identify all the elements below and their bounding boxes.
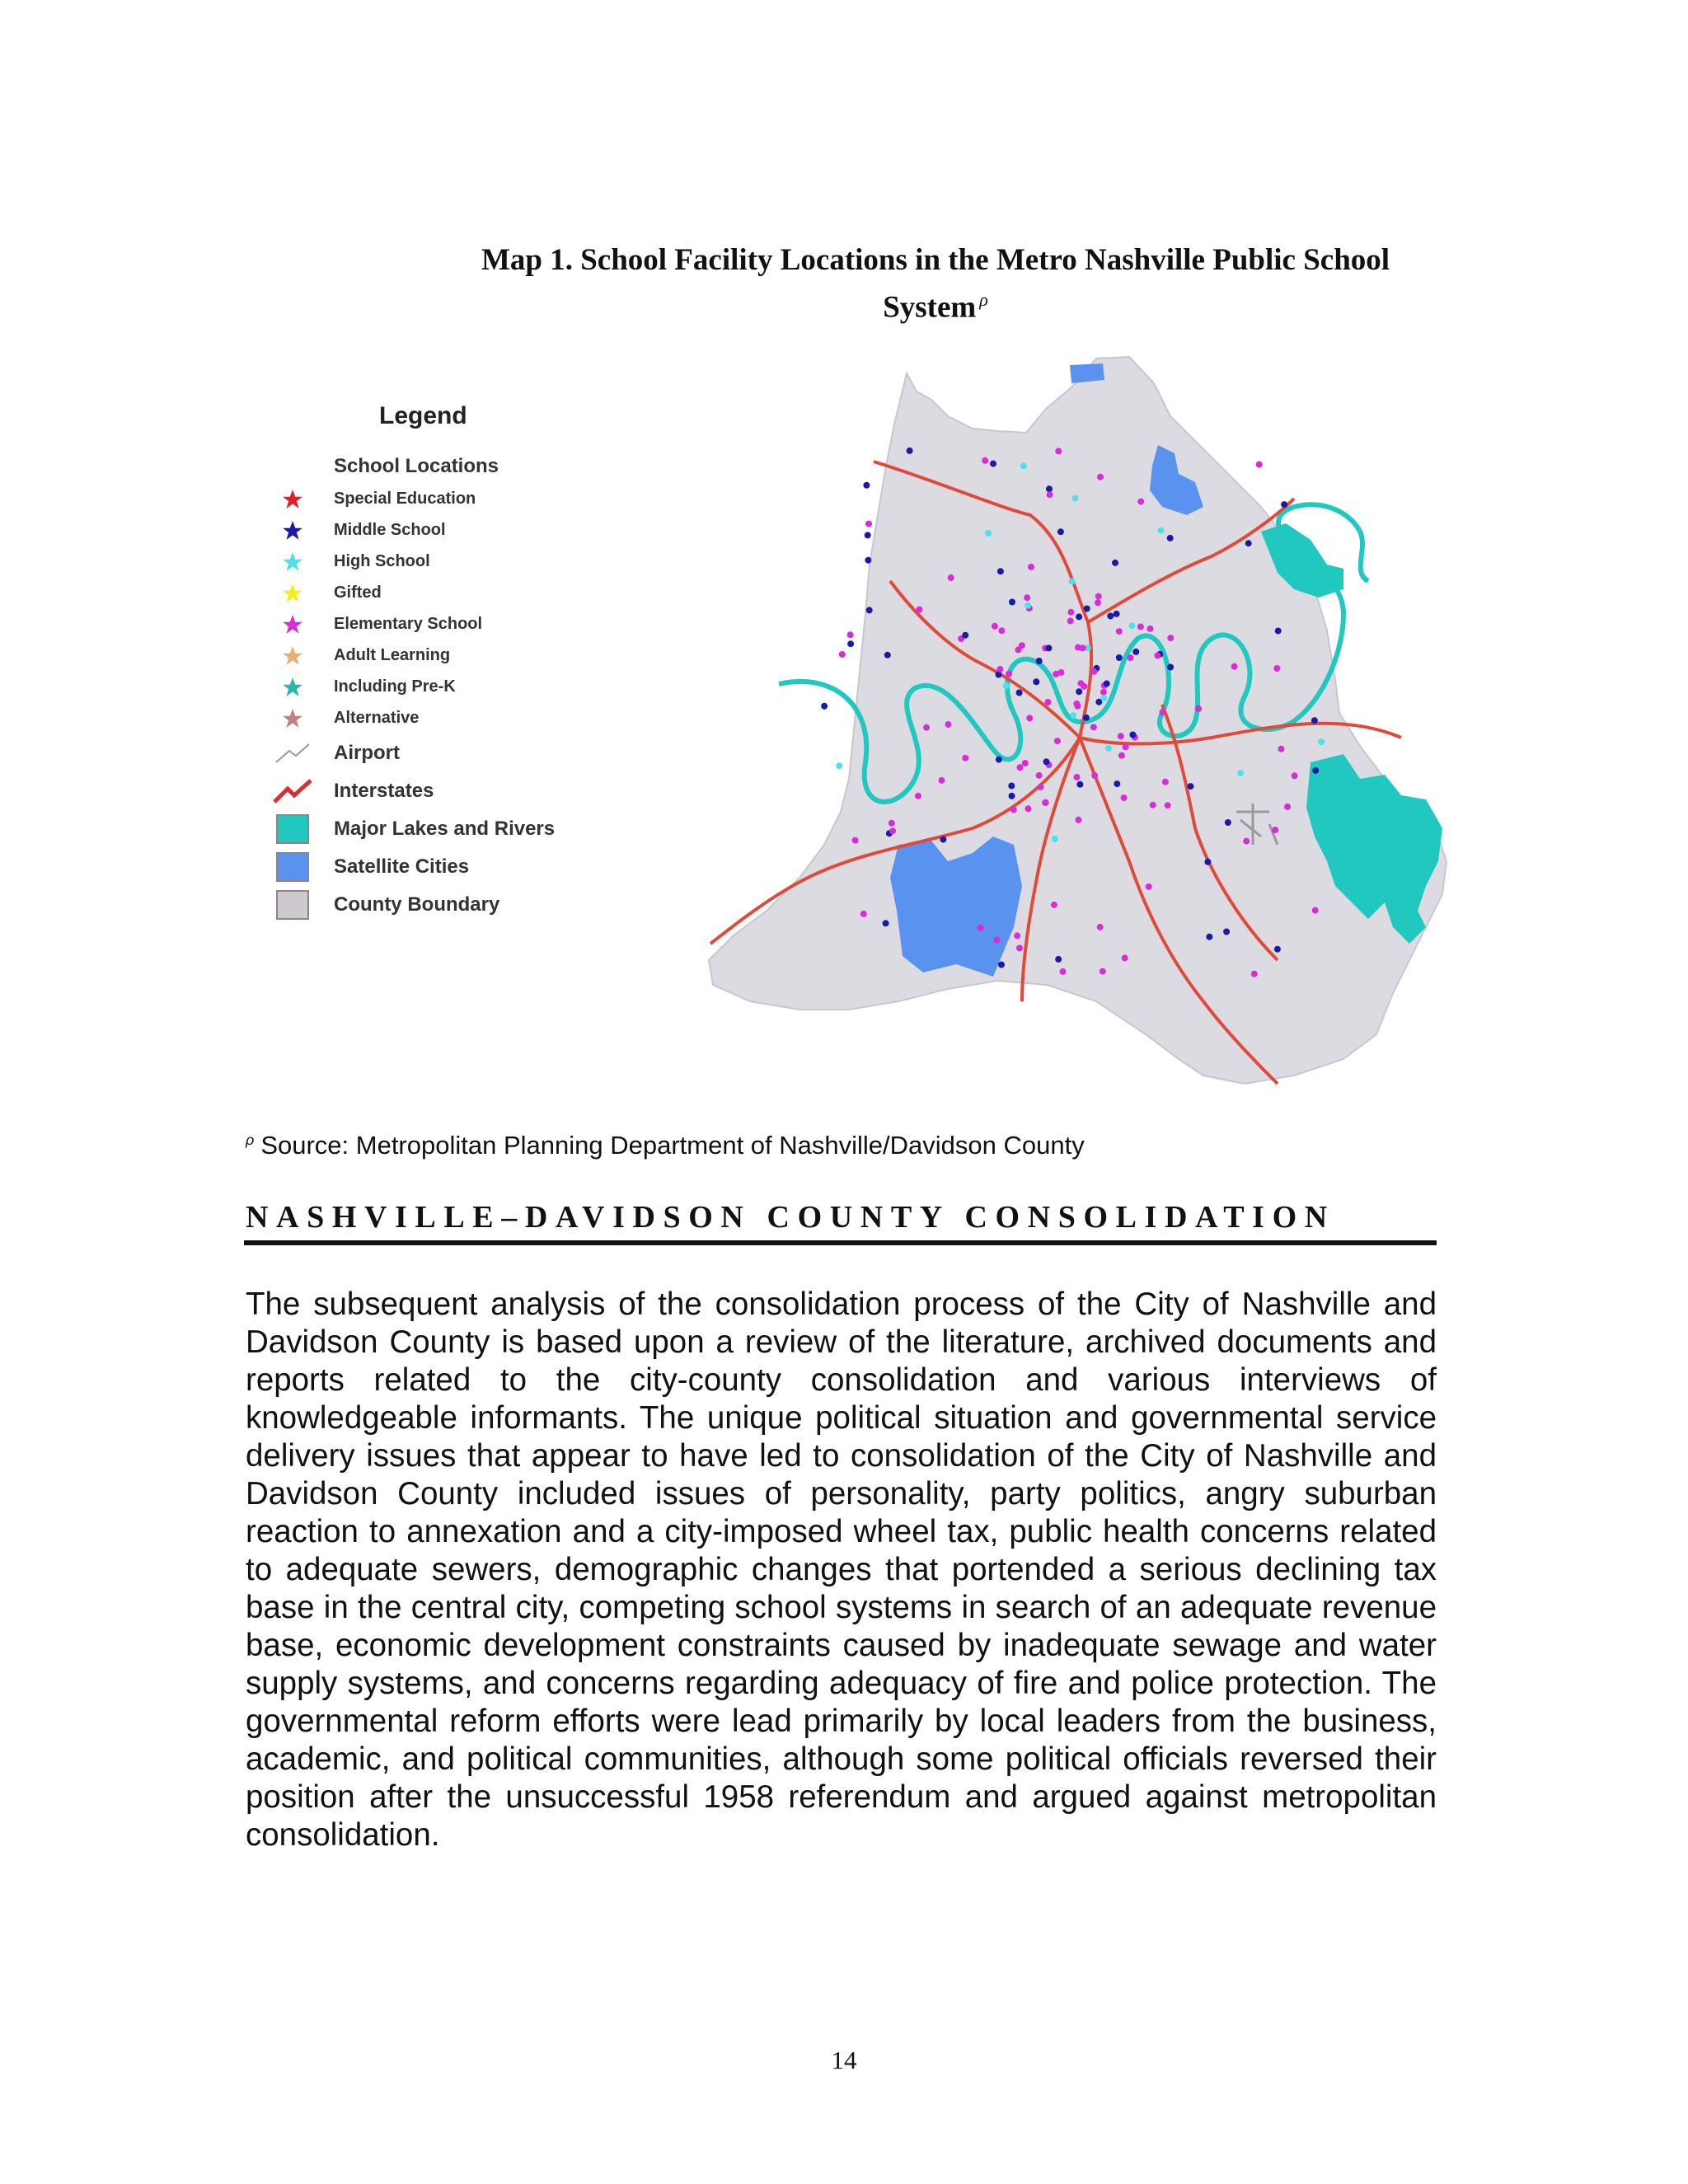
school-dot bbox=[847, 640, 854, 647]
map-figure bbox=[701, 350, 1459, 1092]
school-dot bbox=[1017, 764, 1024, 771]
school-dot bbox=[866, 607, 873, 613]
map-title-footnote-marker: ρ bbox=[979, 289, 988, 310]
school-dot bbox=[1016, 690, 1023, 696]
legend-item bbox=[264, 485, 610, 514]
school-dot bbox=[1090, 668, 1097, 675]
school-dot bbox=[1107, 613, 1114, 620]
map-title bbox=[445, 241, 1426, 327]
star-icon bbox=[272, 485, 313, 514]
school-dot bbox=[1273, 665, 1280, 672]
school-dot bbox=[1003, 682, 1010, 689]
school-dot bbox=[1009, 793, 1015, 799]
star-icon bbox=[272, 610, 313, 640]
school-dot bbox=[1090, 724, 1097, 730]
legend-item bbox=[264, 641, 610, 671]
section-heading: NASHVILLE–DAVIDSON COUNTY CONSOLIDATION bbox=[246, 1200, 1335, 1235]
nashville-county-map bbox=[701, 350, 1459, 1092]
school-dot bbox=[1019, 642, 1025, 649]
school-dot bbox=[1100, 695, 1107, 701]
school-dot bbox=[1150, 802, 1156, 808]
school-dot bbox=[1055, 956, 1062, 963]
legend-item-label: Elementary School bbox=[334, 615, 483, 633]
school-dot bbox=[1014, 932, 1020, 939]
school-dot bbox=[940, 837, 946, 843]
legend-item bbox=[264, 579, 610, 608]
school-dot bbox=[1022, 760, 1029, 766]
school-dot bbox=[1162, 779, 1169, 785]
school-dot bbox=[1195, 705, 1202, 712]
legend-swatch bbox=[272, 852, 313, 882]
school-dot bbox=[1080, 644, 1086, 651]
school-dot bbox=[1154, 653, 1160, 659]
legend-item bbox=[264, 610, 610, 640]
school-dot bbox=[1006, 671, 1012, 677]
school-dot bbox=[1074, 774, 1081, 780]
school-dot bbox=[1137, 624, 1144, 630]
school-dot bbox=[962, 632, 968, 639]
legend-item-label: Alternative bbox=[334, 709, 420, 727]
school-dot bbox=[945, 721, 952, 728]
school-dot bbox=[1223, 929, 1230, 935]
map-title-line2: System bbox=[883, 290, 977, 325]
school-dot bbox=[1114, 780, 1120, 787]
school-dot bbox=[1020, 462, 1027, 469]
school-dot bbox=[1165, 802, 1171, 808]
school-dot bbox=[1083, 715, 1090, 721]
school-dot bbox=[865, 521, 872, 527]
school-dot bbox=[1097, 924, 1104, 930]
star-icon bbox=[272, 516, 313, 546]
school-dot bbox=[998, 627, 1005, 634]
school-dot bbox=[907, 448, 913, 454]
legend-item-label: Interstates bbox=[334, 780, 434, 802]
star-icon bbox=[272, 673, 313, 702]
school-dot bbox=[1047, 491, 1053, 498]
school-dot bbox=[1116, 628, 1123, 635]
school-dot bbox=[1067, 609, 1074, 616]
school-dot bbox=[1057, 528, 1064, 535]
school-dot bbox=[997, 568, 1004, 574]
school-dot bbox=[992, 623, 998, 630]
school-dot bbox=[1055, 448, 1062, 454]
school-dot bbox=[1256, 462, 1263, 468]
school-dot bbox=[839, 651, 846, 658]
school-dot bbox=[1054, 738, 1061, 744]
school-dot bbox=[1084, 606, 1090, 612]
school-dot bbox=[1073, 701, 1080, 707]
school-dot bbox=[1225, 819, 1231, 826]
school-dot bbox=[1036, 772, 1043, 779]
school-dot bbox=[1025, 805, 1032, 812]
school-dot bbox=[1009, 599, 1015, 606]
school-dot bbox=[1137, 499, 1144, 505]
star-icon bbox=[272, 704, 313, 733]
school-dot bbox=[1028, 564, 1034, 570]
legend-item-label: Satellite Cities bbox=[334, 855, 470, 878]
school-dot bbox=[993, 936, 1000, 943]
school-dot bbox=[1070, 712, 1076, 719]
school-dot bbox=[1312, 767, 1319, 774]
school-dot bbox=[1147, 626, 1154, 632]
school-dot bbox=[1095, 593, 1102, 600]
school-dot bbox=[1278, 746, 1284, 752]
school-dot bbox=[1045, 699, 1052, 705]
school-dot bbox=[1318, 738, 1325, 745]
legend-item bbox=[264, 814, 610, 844]
school-dot bbox=[889, 820, 895, 827]
school-dot bbox=[1231, 663, 1238, 670]
school-dot bbox=[1121, 794, 1128, 801]
school-dot bbox=[948, 574, 954, 581]
school-dot bbox=[1100, 689, 1107, 696]
school-dot bbox=[1076, 817, 1082, 823]
satellite-city-north bbox=[1070, 363, 1104, 383]
school-dot bbox=[1097, 474, 1104, 480]
school-dot bbox=[883, 920, 889, 926]
school-dot bbox=[1118, 733, 1124, 739]
star-icon bbox=[272, 547, 313, 577]
school-dot bbox=[1284, 804, 1291, 810]
source-note bbox=[246, 1131, 1085, 1160]
school-dot bbox=[1095, 599, 1101, 606]
school-dot bbox=[1112, 560, 1118, 566]
school-dot bbox=[1105, 745, 1112, 752]
school-dot bbox=[1123, 743, 1129, 750]
school-dot bbox=[1129, 622, 1136, 629]
school-dot bbox=[889, 827, 896, 834]
school-dot bbox=[990, 461, 996, 467]
school-dot bbox=[982, 457, 988, 464]
school-dot bbox=[1129, 732, 1136, 738]
legend-item bbox=[264, 547, 610, 577]
airport-icon bbox=[272, 738, 313, 768]
legend-item bbox=[264, 673, 610, 702]
legend-item-label: Airport bbox=[334, 742, 400, 764]
legend-item bbox=[264, 776, 610, 806]
school-dot bbox=[1076, 688, 1082, 695]
school-dot bbox=[1046, 644, 1053, 651]
school-dot bbox=[1025, 602, 1031, 609]
school-dot bbox=[1274, 946, 1281, 953]
school-dot bbox=[985, 530, 992, 537]
legend-item bbox=[264, 890, 610, 920]
school-dot bbox=[1237, 770, 1244, 776]
legend-item-label: County Boundary bbox=[334, 893, 500, 916]
school-dot bbox=[1206, 934, 1212, 940]
school-dot bbox=[998, 962, 1005, 968]
school-dot bbox=[1100, 968, 1106, 975]
school-dot bbox=[1292, 772, 1298, 779]
school-dot bbox=[962, 755, 968, 762]
school-dot bbox=[1158, 527, 1165, 534]
legend-item-label: Gifted bbox=[334, 583, 382, 602]
interstate-icon bbox=[272, 776, 313, 806]
star-icon bbox=[272, 641, 313, 671]
school-dot bbox=[1167, 664, 1174, 671]
school-dot bbox=[1118, 752, 1125, 759]
legend-item-label: Major Lakes and Rivers bbox=[334, 818, 556, 840]
school-dot bbox=[1038, 784, 1044, 790]
school-dot bbox=[865, 532, 871, 538]
school-dot bbox=[847, 631, 854, 638]
school-dot bbox=[1024, 594, 1030, 601]
legend-item-label: High School bbox=[334, 552, 430, 570]
school-dot bbox=[1281, 501, 1287, 508]
school-dot bbox=[1167, 635, 1174, 641]
school-dot bbox=[1052, 836, 1058, 842]
school-dot bbox=[860, 911, 867, 917]
school-dot bbox=[1046, 485, 1053, 492]
legend-item-label: Middle School bbox=[334, 521, 446, 539]
school-dot bbox=[1104, 681, 1110, 687]
school-dot bbox=[1008, 783, 1015, 790]
legend-swatch bbox=[272, 890, 313, 920]
source-footnote-marker: ρ bbox=[246, 1131, 255, 1148]
school-dot bbox=[1076, 781, 1083, 788]
school-dot bbox=[1146, 883, 1152, 890]
source-text: Source: Metropolitan Planning Department of Nashville/Davidson County bbox=[260, 1131, 1085, 1160]
school-dot bbox=[1245, 540, 1252, 546]
school-dot bbox=[996, 666, 1003, 673]
heading-rule bbox=[244, 1240, 1437, 1245]
school-dot bbox=[836, 762, 842, 769]
school-dot bbox=[1122, 954, 1128, 961]
school-dot bbox=[923, 724, 930, 731]
legend-title: Legend bbox=[379, 402, 467, 429]
school-dot bbox=[939, 777, 945, 784]
school-dot bbox=[1132, 649, 1139, 655]
school-dot bbox=[1077, 680, 1084, 687]
school-dot bbox=[1167, 535, 1174, 541]
star-icon bbox=[272, 579, 313, 608]
school-dot bbox=[1010, 807, 1017, 813]
school-dot bbox=[1069, 578, 1076, 584]
school-dot bbox=[996, 757, 1002, 763]
school-dot bbox=[1026, 715, 1033, 721]
school-dot bbox=[1251, 971, 1258, 977]
legend-item bbox=[264, 704, 610, 733]
school-dot bbox=[884, 652, 891, 658]
school-dot bbox=[1072, 495, 1079, 502]
school-dot bbox=[821, 703, 828, 710]
school-dot bbox=[915, 793, 921, 799]
school-dot bbox=[917, 607, 923, 613]
legend-item-label: Adult Learning bbox=[334, 646, 451, 664]
school-dot bbox=[1067, 617, 1074, 624]
school-dot bbox=[1204, 859, 1211, 865]
legend-item bbox=[264, 738, 610, 768]
school-dot bbox=[1114, 611, 1120, 617]
school-dot bbox=[852, 837, 859, 844]
school-dot bbox=[1033, 678, 1039, 685]
school-dot bbox=[1016, 944, 1023, 951]
school-dot bbox=[1091, 772, 1098, 779]
school-dot bbox=[1060, 968, 1067, 975]
legend-item-label: Including Pre-K bbox=[334, 677, 456, 696]
school-dot bbox=[1042, 799, 1048, 806]
legend-item-label: Special Education bbox=[334, 490, 476, 508]
school-dot bbox=[1159, 709, 1165, 715]
school-dot bbox=[865, 557, 871, 564]
school-dot bbox=[977, 925, 983, 931]
school-dot bbox=[1053, 671, 1059, 677]
school-dot bbox=[1043, 758, 1050, 765]
school-dot bbox=[1051, 902, 1057, 908]
legend-item bbox=[264, 852, 610, 882]
school-dot bbox=[1036, 658, 1043, 664]
school-dot bbox=[1076, 613, 1082, 620]
school-dot bbox=[1243, 838, 1250, 845]
school-dot bbox=[1272, 827, 1278, 833]
school-dot bbox=[1116, 654, 1123, 661]
page-number: 14 bbox=[831, 2046, 857, 2074]
school-dot bbox=[1275, 628, 1282, 635]
school-dot bbox=[1312, 907, 1319, 914]
legend-subtitle: School Locations bbox=[334, 455, 499, 477]
legend-swatch bbox=[272, 814, 313, 844]
school-dot bbox=[863, 482, 870, 489]
legend-item bbox=[264, 516, 610, 546]
body-paragraph: The subsequent analysis of the consolidation process of the City of Nashville and Davidson County is based upon a review of the literature, archived documents and reports related to the city-county consolidation and various interviews of knowledgeable informants. The unique political situation and governmental service delivery issues that appear to have led to consolidation of the City of Nashville and Davidson County included issues of personality, party politics, angry suburban reaction to annexation and a city-imposed wheel tax, public health concerns related to adequate sewers, demographic changes that portended a serious declining tax base in the central city, competing school systems in search of an adequate revenue base, economic development constraints caused by inadequate sewage and water supply systems, and concerns regarding adequacy of fire and police protection. The governmental reform efforts were lead primarily by local leaders from the business, academic, and political communities, although some political officials reversed their position after the unsuccessful 1958 referendum and argued against metropolitan consolidation. bbox=[246, 1286, 1437, 1853]
school-dot bbox=[1128, 654, 1134, 661]
map-title-line1: Map 1. School Facility Locations in the Metro Nashville Public School bbox=[481, 243, 1390, 277]
school-dot bbox=[1311, 717, 1318, 724]
school-dot bbox=[1188, 783, 1194, 790]
